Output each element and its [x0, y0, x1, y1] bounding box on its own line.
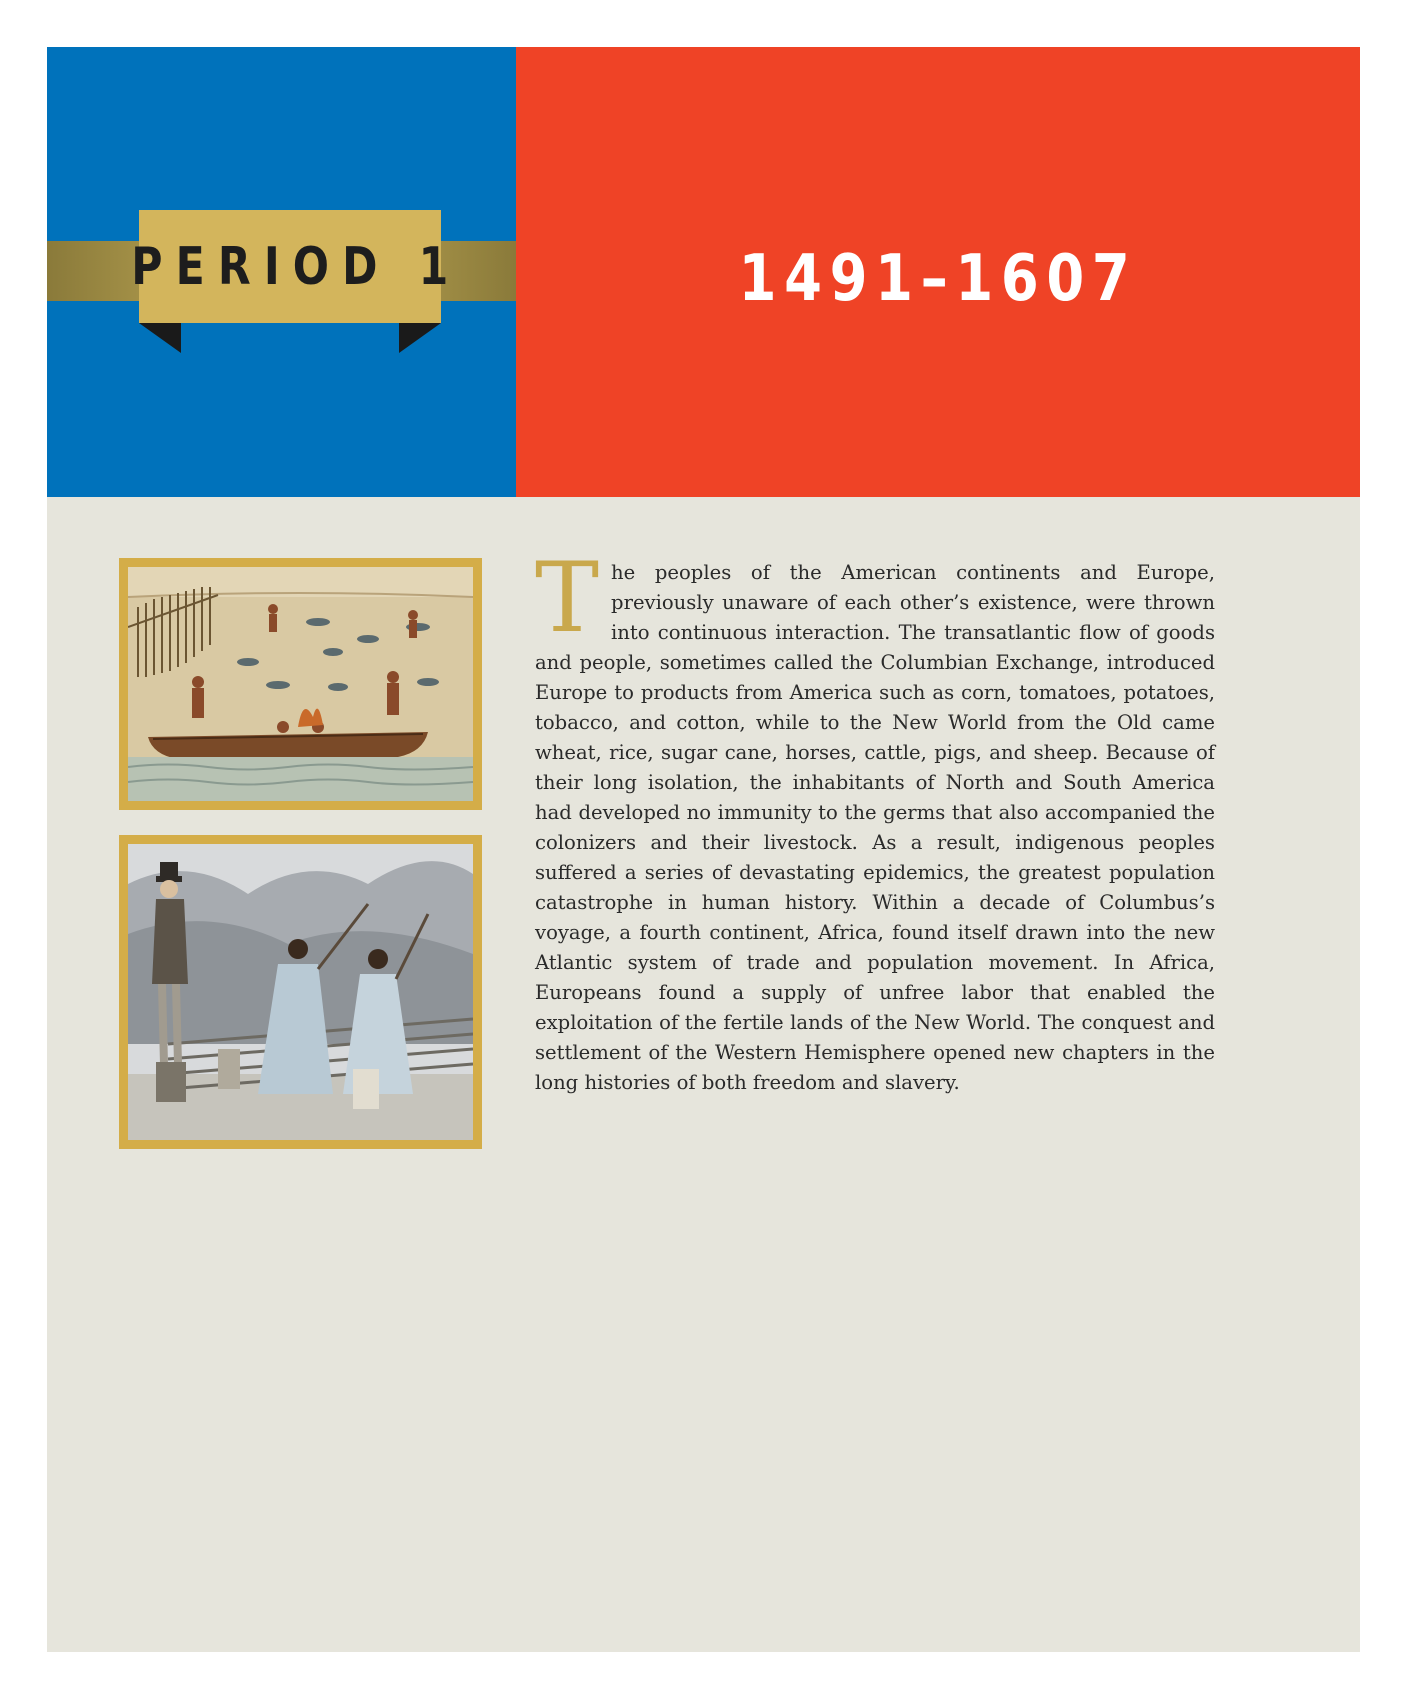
fishing-canoe-illustration [119, 558, 482, 810]
date-range: 1491–1607 [738, 242, 1138, 316]
period-header-panel [47, 47, 516, 497]
ribbon-fold-left [139, 323, 181, 353]
intro-paragraph [535, 542, 1215, 1098]
fishing-canoe-illustration-icon [128, 567, 473, 801]
enslaved-women-hoeing-illustration-icon [128, 844, 473, 1140]
drop-cap: T [535, 542, 600, 654]
intro-text: he peoples of the American continents and Europe, previously unaware of each other’s existence, were thrown into continuous interaction. The transatlantic flow of goods and people, sometimes called the Columbian Exchange, introduced Europe to products from America such as corn, tomatoes, potatoes, tobacco, and cotton, while to the New World from the Old came wheat, rice, sugar cane, horses, cattle, pigs, and sheep. Because of their long isolation, the inhabitants of North and South America had developed no immunity to the germs that also accompanied the colonizers and their livestock. As a result, indigenous peoples suffered a series of devastating epidemics, the greatest population catastrophe in human history. Within a decade of Columbus’s voyage, a fourth continent, Africa, found itself drawn into the new Atlantic system of trade and population movement. In Africa, Europeans found a supply of unfree labor that enabled the exploitation of the fertile lands of the New World. The conquest and settlement of the Western Hemisphere opened new chapters in the long histories of both freedom and slavery. [535, 561, 1215, 1094]
page [47, 47, 1360, 1652]
date-range-panel [516, 47, 1360, 497]
ribbon-fold-right [399, 323, 441, 353]
enslaved-women-hoeing-illustration [119, 835, 482, 1149]
period-ribbon [130, 210, 462, 323]
period-label: PERIOD 1 [130, 236, 462, 297]
